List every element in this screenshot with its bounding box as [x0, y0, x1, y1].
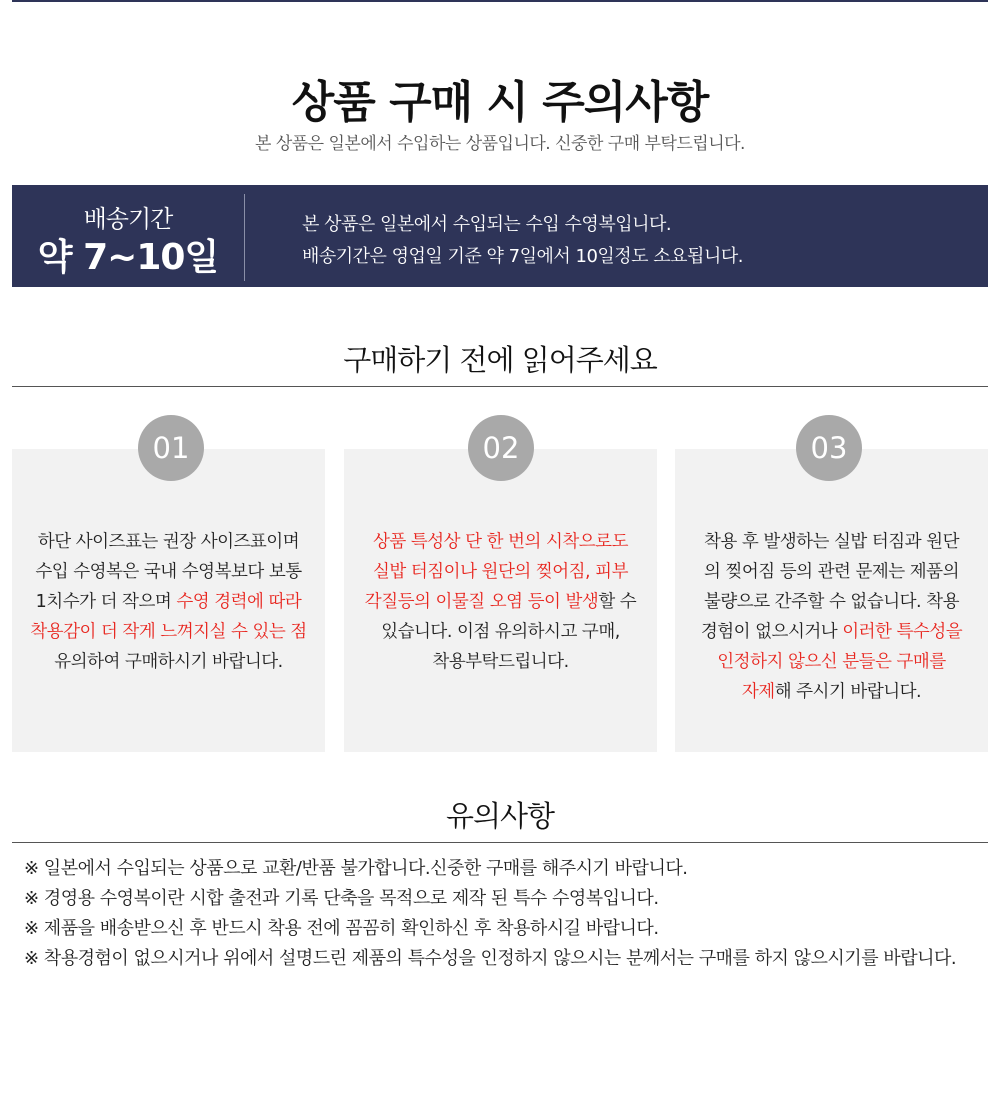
page-title: 상품 구매 시 주의사항 [291, 77, 709, 128]
card-text-segment: 할 수 [598, 592, 637, 612]
highlighted-text: 상품 특성상 단 한 번의 시착으로도 [373, 532, 628, 552]
card-text-line [12, 647, 325, 677]
shipping-description [302, 209, 743, 273]
top-divider [12, 0, 988, 2]
card-text-segment: 1치수가 더 작으며 [35, 592, 177, 612]
read-before-title: 구매하기 전에 읽어주세요 [343, 343, 657, 377]
step-number-badge: 02 [468, 415, 534, 481]
card-text-line [344, 587, 657, 617]
card-text-line [344, 557, 657, 587]
card-text-segment: 착용 후 발생하는 실밥 터짐과 원단 [704, 532, 959, 552]
shipping-line: 본 상품은 일본에서 수입되는 수입 수영복입니다. [302, 214, 672, 235]
notice-item: ※ 경영용 수영복이란 시합 출전과 기록 단축을 목적으로 제작 된 특수 수영복입니다. [24, 888, 659, 909]
card-text-line [675, 587, 988, 617]
highlighted-text: 실밥 터짐이나 원단의 찢어짐, 피부 [373, 562, 628, 582]
card-text-segment: 의 찢어짐 등의 관련 문제는 제품의 [704, 562, 959, 582]
notice-item: ※ 착용경험이 없으시거나 위에서 설명드린 제품의 특수성을 인정하지 않으시는 분께서는 구매를 하지 않으시기를 바랍니다. [24, 948, 957, 969]
card-text-line [675, 557, 988, 587]
notice-card-2 [344, 449, 657, 752]
card-text-line [344, 527, 657, 557]
card-text-line [675, 677, 988, 707]
card-text-segment: 경험이 없으시거나 [700, 622, 843, 642]
card-text-segment: 있습니다. 이점 유의하시고 구매, [381, 622, 620, 642]
card-text-line [675, 647, 988, 677]
card-text-line [12, 557, 325, 587]
step-number-badge: 01 [138, 415, 204, 481]
card-text-line [12, 617, 325, 647]
notice-card-text [675, 527, 988, 707]
notice-card-1 [12, 449, 325, 752]
card-text-line [675, 527, 988, 557]
notice-card-text [12, 527, 325, 677]
highlighted-text: 인정하지 않으신 분들은 구매를 [717, 652, 946, 672]
highlighted-text: 자제 [741, 682, 775, 702]
banner-divider [244, 194, 245, 281]
card-text-segment: 착용부탁드립니다. [432, 652, 569, 672]
card-text-segment: 해 주시기 바랍니다. [774, 682, 922, 702]
shipping-period [12, 185, 244, 287]
card-text-line [12, 527, 325, 557]
shipping-line: 배송기간은 영업일 기준 약 7일에서 10일정도 소요됩니다. [302, 246, 743, 267]
shipping-banner [12, 185, 988, 287]
card-text-line [344, 647, 657, 677]
card-text-segment: 하단 사이즈표는 권장 사이즈표이며 [37, 532, 300, 552]
card-text-line [675, 617, 988, 647]
card-text-segment: 수입 수영복은 국내 수영복보다 보통 [35, 562, 302, 582]
card-text-line [344, 617, 657, 647]
card-text-segment: 유의하여 구매하시기 바랍니다. [54, 652, 283, 672]
shipping-period-label: 배송기간 [83, 205, 173, 233]
notice-divider [12, 842, 988, 843]
notice-item: ※ 일본에서 수입되는 상품으로 교환/반품 불가합니다.신중한 구매를 해주시기 바랍니다. [24, 858, 688, 879]
notice-list [24, 854, 956, 974]
read-before-divider [12, 386, 988, 387]
highlighted-text: 수영 경력에 따라 [176, 592, 302, 612]
highlighted-text: 이러한 특수성을 [842, 622, 963, 642]
notice-card-3 [675, 449, 988, 752]
notice-item: ※ 제품을 배송받으신 후 반드시 착용 전에 꼼꼼히 확인하신 후 착용하시길 바랍니다. [24, 918, 659, 939]
notice-card-text [344, 527, 657, 677]
step-number-badge: 03 [796, 415, 862, 481]
highlighted-text: 착용감이 더 작게 느껴지실 수 있는 점 [30, 622, 307, 642]
highlighted-text: 각질등의 이물질 오염 등이 발생 [364, 592, 599, 612]
card-text-line [12, 587, 325, 617]
page-subtitle: 본 상품은 일본에서 수입하는 상품입니다. 신중한 구매 부탁드립니다. [255, 134, 745, 154]
card-text-segment: 불량으로 간주할 수 없습니다. 착용 [704, 592, 959, 612]
shipping-period-value: 약 7~10일 [37, 237, 219, 278]
notice-title: 유의사항 [445, 799, 555, 833]
